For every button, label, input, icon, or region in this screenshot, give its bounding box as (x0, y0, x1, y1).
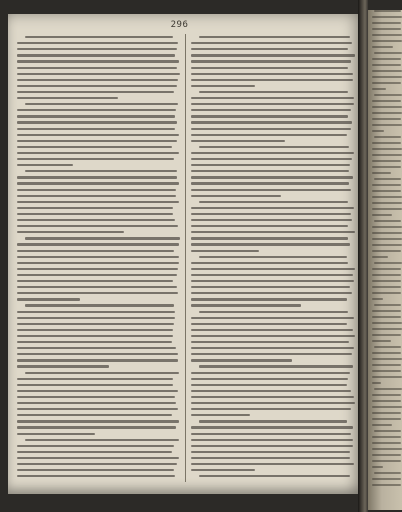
text-line (191, 292, 352, 294)
text-line (372, 58, 401, 60)
text-line (372, 226, 402, 228)
text-line (17, 463, 177, 465)
text-line (25, 237, 179, 239)
text-line (17, 433, 95, 435)
text-line (17, 140, 177, 142)
text-line (372, 232, 402, 234)
text-line (191, 408, 351, 410)
text-line (372, 454, 401, 456)
text-line (191, 298, 347, 300)
text-line (17, 48, 177, 50)
text-line (374, 52, 402, 54)
text-line (17, 231, 124, 233)
text-line (17, 286, 177, 288)
text-line (17, 195, 176, 197)
text-line (191, 426, 353, 428)
text-line (191, 451, 350, 453)
text-line (199, 256, 347, 258)
text-line (372, 88, 386, 90)
text-line (191, 237, 348, 239)
text-line (17, 426, 176, 428)
text-line (191, 469, 255, 471)
text-line (25, 170, 176, 172)
text-line (374, 262, 402, 264)
text-line (199, 36, 350, 38)
text-line (372, 268, 401, 270)
text-line (17, 121, 177, 123)
text-line (17, 292, 178, 294)
text-line (372, 172, 391, 174)
text-line (191, 378, 348, 380)
text-line (191, 54, 355, 56)
text-line (17, 54, 175, 56)
text-line (17, 341, 172, 343)
text-line (374, 220, 401, 222)
text-line (17, 213, 173, 215)
left-column-lines (17, 36, 180, 480)
text-line (191, 115, 348, 117)
text-line (372, 118, 401, 120)
text-line (191, 402, 355, 404)
text-line (17, 268, 178, 270)
facing-page-lines (372, 10, 402, 510)
text-line (372, 214, 392, 216)
text-line (191, 262, 348, 264)
text-line (17, 420, 179, 422)
text-line (17, 134, 179, 136)
facing-page-edge (368, 10, 402, 510)
text-line (372, 334, 401, 336)
text-line (191, 128, 351, 130)
text-line (25, 103, 178, 105)
text-line (372, 106, 402, 108)
text-line (191, 280, 354, 282)
text-line (372, 40, 402, 42)
text-line (191, 189, 351, 191)
text-line (191, 134, 347, 136)
text-line (372, 292, 401, 294)
text-line (17, 280, 173, 282)
text-line (372, 466, 383, 468)
text-line (191, 347, 354, 349)
text-line (17, 164, 73, 166)
text-line (17, 335, 173, 337)
text-line (372, 322, 402, 324)
text-line (17, 445, 174, 447)
text-line (372, 28, 401, 30)
page-number: 296 (170, 20, 189, 30)
text-line (17, 396, 175, 398)
text-line (191, 372, 350, 374)
text-line (17, 85, 177, 87)
text-line (372, 256, 388, 258)
text-line (17, 414, 172, 416)
text-line (374, 430, 402, 432)
text-line (372, 16, 402, 18)
text-line (374, 304, 401, 306)
text-line (372, 46, 393, 48)
text-line (17, 475, 175, 477)
text-line (372, 394, 401, 396)
text-line (372, 280, 401, 282)
text-line (372, 70, 402, 72)
text-line (17, 91, 174, 93)
text-line (191, 158, 352, 160)
text-line (199, 201, 348, 203)
text-line (374, 94, 402, 96)
text-line (191, 67, 348, 69)
text-line (372, 208, 402, 210)
text-line (374, 178, 401, 180)
text-line (17, 73, 180, 75)
book-page (8, 14, 363, 494)
text-line (17, 60, 179, 62)
text-line (372, 442, 401, 444)
text-line (25, 304, 174, 306)
text-line (17, 262, 179, 264)
text-line (191, 60, 351, 62)
text-line (17, 201, 179, 203)
text-line (191, 414, 250, 416)
text-line (191, 219, 352, 221)
text-line (191, 73, 353, 75)
text-line (191, 274, 353, 276)
text-line (191, 164, 350, 166)
text-line (17, 207, 173, 209)
text-line (17, 256, 179, 258)
text-line (372, 364, 401, 366)
text-line (372, 100, 401, 102)
text-line (25, 439, 179, 441)
text-line (372, 316, 401, 318)
text-line (372, 340, 391, 342)
text-line (191, 182, 349, 184)
text-line (372, 124, 402, 126)
column-divider (185, 34, 186, 482)
text-line (191, 359, 292, 361)
text-line (372, 436, 401, 438)
text-line (191, 463, 354, 465)
text-line (191, 109, 351, 111)
text-line (191, 140, 285, 142)
text-line (17, 323, 174, 325)
text-line (191, 457, 350, 459)
text-line (191, 231, 355, 233)
text-line (17, 469, 174, 471)
text-line (191, 176, 353, 178)
text-line (372, 184, 401, 186)
text-line (17, 128, 175, 130)
book-gutter (358, 0, 368, 512)
text-line (17, 329, 173, 331)
text-line (372, 328, 402, 330)
text-line (372, 412, 401, 414)
text-line (17, 182, 179, 184)
text-line (374, 388, 402, 390)
text-line (372, 154, 402, 156)
text-line (25, 36, 173, 38)
text-line (372, 382, 381, 384)
text-line (191, 243, 350, 245)
text-line (17, 274, 177, 276)
text-line (372, 190, 401, 192)
text-line (17, 298, 80, 300)
text-line (372, 142, 401, 144)
text-line (372, 310, 401, 312)
text-line (374, 136, 401, 138)
text-line (372, 82, 401, 84)
text-line (372, 166, 401, 168)
text-line (372, 358, 402, 360)
text-line (17, 402, 176, 404)
right-text-column (191, 36, 355, 480)
text-line (372, 160, 401, 162)
text-line (17, 42, 178, 44)
text-line (372, 484, 401, 486)
left-text-column (17, 36, 180, 480)
text-line (372, 460, 401, 462)
text-line (372, 286, 401, 288)
text-line (372, 478, 401, 480)
text-line (191, 353, 352, 355)
text-line (191, 207, 354, 209)
text-line (17, 365, 109, 367)
text-line (191, 48, 348, 50)
text-line (191, 268, 355, 270)
text-line (17, 353, 178, 355)
text-line (17, 158, 174, 160)
text-line (199, 91, 347, 93)
text-line (191, 317, 354, 319)
text-line (372, 34, 402, 36)
text-line (191, 396, 354, 398)
text-line (372, 418, 401, 420)
text-line (191, 286, 350, 288)
text-line (191, 329, 353, 331)
text-line (17, 457, 179, 459)
text-line (191, 341, 349, 343)
text-line (199, 420, 347, 422)
text-line (372, 406, 402, 408)
text-line (199, 146, 349, 148)
text-line (372, 202, 402, 204)
text-line (17, 225, 178, 227)
text-line (17, 250, 174, 252)
text-line (191, 335, 355, 337)
right-column-lines (191, 36, 355, 480)
text-line (17, 359, 178, 361)
text-line (17, 451, 172, 453)
text-line (372, 370, 401, 372)
text-line (372, 238, 402, 240)
text-line (191, 79, 353, 81)
text-line (191, 97, 354, 99)
text-line (17, 146, 172, 148)
text-line (199, 475, 350, 477)
text-line (17, 152, 179, 154)
text-line (17, 390, 178, 392)
text-line (374, 346, 401, 348)
text-line (25, 372, 179, 374)
text-line (191, 445, 353, 447)
text-line (17, 378, 173, 380)
text-line (199, 311, 348, 313)
text-line (17, 176, 177, 178)
text-line (191, 323, 347, 325)
text-line (191, 390, 351, 392)
text-line (191, 250, 259, 252)
text-line (374, 472, 401, 474)
text-line (372, 400, 401, 402)
text-line (17, 347, 176, 349)
text-line (372, 76, 402, 78)
text-line (17, 408, 178, 410)
text-line (372, 244, 402, 246)
text-line (191, 170, 349, 172)
text-line (199, 365, 353, 367)
text-line (372, 148, 402, 150)
text-line (17, 311, 175, 313)
text-line (372, 448, 402, 450)
text-line (372, 130, 384, 132)
text-line (372, 274, 401, 276)
text-line (372, 196, 402, 198)
text-line (17, 317, 175, 319)
text-line (191, 195, 281, 197)
text-line (191, 439, 353, 441)
text-line (17, 79, 178, 81)
text-line (17, 243, 179, 245)
text-line (372, 298, 383, 300)
text-line (191, 384, 347, 386)
text-line (372, 22, 401, 24)
text-line (372, 352, 401, 354)
text-line (372, 250, 401, 252)
text-line (191, 85, 255, 87)
text-line (17, 67, 177, 69)
text-line (372, 424, 392, 426)
text-line (17, 219, 175, 221)
text-line (372, 64, 401, 66)
text-line (372, 376, 402, 378)
text-line (191, 433, 351, 435)
text-line (191, 103, 354, 105)
text-line (191, 225, 348, 227)
text-line (17, 189, 176, 191)
text-line (17, 384, 173, 386)
text-line (191, 152, 354, 154)
text-line (17, 109, 176, 111)
text-line (17, 115, 175, 117)
text-line (372, 112, 402, 114)
text-line (191, 304, 301, 306)
text-line (17, 97, 118, 99)
text-line (191, 121, 352, 123)
text-line (191, 213, 351, 215)
text-line (191, 42, 352, 44)
text-line (374, 10, 401, 12)
